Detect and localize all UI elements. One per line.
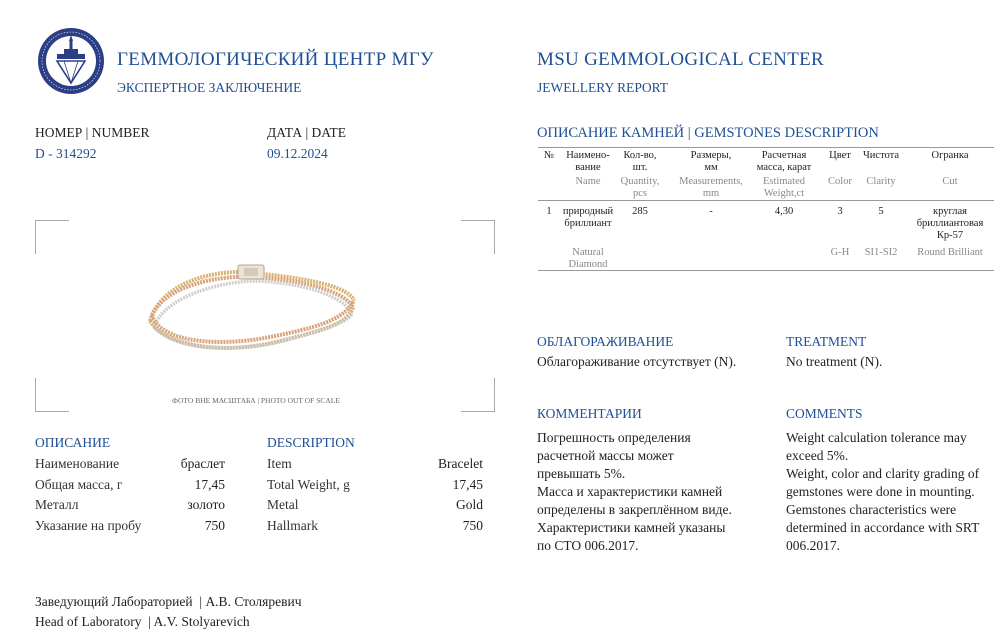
gemstones-heading: ОПИСАНИЕ КАМНЕЙ | GEMSTONES DESCRIPTION: [537, 125, 879, 141]
comment-line: расчетной массы может: [537, 448, 674, 463]
comments-ru-text: [537, 429, 777, 555]
signature-en: Head of Laboratory | A.V. Stolyarevich: [35, 614, 250, 629]
gem-row-ru-col-0: 1: [546, 206, 552, 217]
subtitle-ru: ЭКСПЕРТНОЕ ЗАКЛЮЧЕНИЕ: [117, 80, 302, 95]
desc-en-row-item: [267, 456, 483, 474]
comment-line: determined in accordance with SRT: [786, 520, 980, 535]
table-rule-mid: [538, 200, 994, 201]
desc-ru-row-metal: [35, 497, 225, 515]
comment-line: определены в закреплённом виде.: [537, 502, 732, 517]
photo-frame-corner-tl: [35, 220, 69, 254]
gem-header-en-col-4: Estimated Weight,ct: [763, 176, 805, 199]
gem-header-ru-col-3: Размеры, мм: [690, 150, 732, 173]
desc-ru-value: браслет: [180, 456, 225, 471]
comments-en-text: [786, 429, 996, 555]
desc-en-row-weight: [267, 477, 483, 495]
desc-en-row-hallmark: [267, 518, 483, 536]
desc-ru-label: Общая масса, г: [35, 477, 123, 492]
gem-row-ru-col-2: 285: [632, 206, 648, 217]
gem-header-ru-col-0: №: [543, 150, 555, 161]
gem-row-ru-col-1: природный бриллиант: [562, 206, 614, 229]
desc-en-label: Hallmark: [267, 518, 318, 533]
comment-line: gemstones were done in mounting.: [786, 484, 975, 499]
comment-line: exceed 5%.: [786, 448, 849, 463]
desc-en-label: Metal: [267, 497, 299, 512]
gem-header-en-col-2: Quantity, pcs: [620, 176, 660, 199]
gem-header-en-col-7: Cut: [942, 176, 958, 187]
desc-ru-row-name: [35, 456, 225, 474]
comment-line: Gemstones characteristics were: [786, 502, 957, 517]
gem-header-en-col-5: Color: [828, 176, 852, 187]
comment-line: Масса и характеристики камней: [537, 484, 723, 499]
subtitle-en: JEWELLERY REPORT: [537, 80, 669, 95]
gem-header-ru-col-5: Цвет: [829, 150, 851, 161]
number-label: НОМЕР | NUMBER: [35, 125, 150, 140]
description-en-heading: DESCRIPTION: [267, 435, 355, 450]
date-value: 09.12.2024: [267, 146, 328, 161]
treatment-ru-heading: ОБЛАГОРАЖИВАНИЕ: [537, 334, 674, 349]
gem-row-en-col-6: SI1-SI2: [864, 247, 898, 258]
treatment-ru-text: Облагораживание отсутствует (N).: [537, 354, 737, 369]
desc-ru-label: Наименование: [35, 456, 120, 471]
bracelet-photo: [140, 255, 365, 360]
gem-row-ru-col-6: 5: [878, 206, 884, 217]
title-en: MSU GEMMOLOGICAL CENTER: [537, 49, 824, 70]
gem-header-ru-col-6: Чистота: [862, 150, 900, 161]
desc-ru-value: золото: [187, 497, 225, 512]
treatment-en-heading: TREATMENT: [786, 334, 867, 349]
gem-header-en-col-6: Clarity: [866, 176, 896, 187]
desc-en-value: Bracelet: [438, 456, 483, 471]
gem-header-en-col-3: Measurements, mm: [679, 176, 743, 199]
comment-line: Weight, color and clarity grading of: [786, 466, 980, 481]
title-ru: ГЕММОЛОГИЧЕСКИЙ ЦЕНТР МГУ: [117, 49, 434, 70]
desc-ru-label: Указание на пробу: [35, 518, 142, 533]
gem-header-ru-col-2: Кол-во, шт.: [623, 150, 657, 173]
photo-frame-corner-bl: [35, 378, 69, 412]
comments-en-heading: COMMENTS: [786, 406, 863, 421]
comments-ru-heading: КОММЕНТАРИИ: [537, 406, 642, 421]
desc-ru-row-weight: [35, 477, 225, 495]
desc-ru-row-hallmark: [35, 518, 225, 536]
desc-ru-value: 750: [204, 518, 225, 533]
desc-en-label: Item: [267, 456, 292, 471]
comment-line: по СТО 006.2017.: [537, 538, 639, 553]
msu-logo: [37, 27, 105, 95]
treatment-en-text: No treatment (N).: [786, 354, 883, 369]
desc-ru-value: 17,45: [194, 477, 225, 492]
comment-line: Weight calculation tolerance may: [786, 430, 967, 445]
photo-frame-corner-tr: [461, 220, 495, 254]
gem-header-ru-col-1: Наимено- вание: [566, 150, 610, 173]
gem-row-en-col-5: G-H: [830, 247, 850, 258]
gem-header-ru-col-7: Огранка: [931, 150, 969, 161]
gem-row-ru-col-5: 3: [837, 206, 843, 217]
number-value: D - 314292: [35, 146, 97, 161]
gem-row-ru-col-4: 4,30: [774, 206, 794, 217]
gem-header-en-col-1: Name: [575, 176, 601, 187]
signature-ru: Заведующий Лабораторией | А.В. Столяревич: [35, 594, 302, 609]
desc-en-row-metal: [267, 497, 483, 515]
gem-row-ru-col-3: -: [709, 206, 713, 217]
comment-line: Погрешность определения: [537, 430, 691, 445]
gem-row-en-col-1: Natural Diamond: [568, 247, 608, 270]
photo-caption: ФОТО ВНЕ МАСШТАБА | PHOTO OUT OF SCALE: [172, 396, 340, 405]
desc-ru-label: Металл: [35, 497, 79, 512]
gem-row-en-col-7: Round Brilliant: [917, 247, 983, 258]
comment-line: Характеристики камней указаны: [537, 520, 726, 535]
desc-en-value: 17,45: [452, 477, 483, 492]
date-label: ДАТА | DATE: [267, 125, 347, 140]
desc-en-label: Total Weight, g: [267, 477, 350, 492]
comment-line: 006.2017.: [786, 538, 840, 553]
gem-row-ru-col-7: круглая бриллиантовая Кр-57: [916, 206, 984, 241]
description-ru-heading: ОПИСАНИЕ: [35, 435, 111, 450]
photo-frame-corner-br: [461, 378, 495, 412]
table-rule-top: [538, 147, 994, 148]
desc-en-value: 750: [462, 518, 483, 533]
gem-header-ru-col-4: Расчетная масса, карат: [756, 150, 812, 173]
desc-en-value: Gold: [456, 497, 483, 512]
comment-line: превышать 5%.: [537, 466, 626, 481]
